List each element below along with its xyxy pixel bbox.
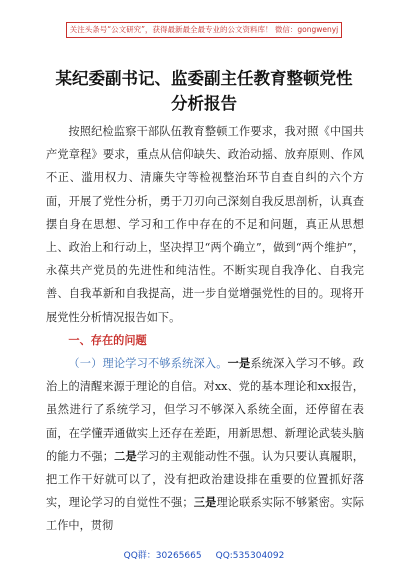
point-text-1: 系统深入学习不够。政治上的清醒来源于理论的自信。对xx、党的基本理论和xx报告，虽然进行了系统学习，但学习不够深入系统全面，还停留在表面，在学懂弄通做实上还存在差距，用新思想、新理论武装头脑的能力不强； (46, 357, 364, 463)
point-label-3: 三是 (193, 495, 217, 510)
footer-qq-group: QQ群：30265665 (123, 551, 202, 561)
title-line-2: 分析报告 (171, 94, 237, 113)
subsection-heading: （一）理论学习不够系统深入。 (68, 357, 228, 371)
promo-banner: 关注头条号“公文研究”，获得最新最全最专业的公文资料库！ 微信：gongwenyj (66, 22, 342, 38)
point-label-2: 二是 (114, 448, 137, 463)
subsection-paragraph (46, 352, 364, 538)
document-title (40, 66, 368, 116)
document-body (46, 120, 364, 538)
footer-qq: QQ:535304092 (215, 551, 285, 561)
title-line-1: 某纪委副书记、监委副主任教育整顿党性 (55, 69, 353, 88)
section-heading: 一、存在的问题 (68, 332, 147, 347)
intro-paragraph: 按照纪检监察干部队伍教育整顿工作要求，我对照《中国共产党章程》要求，重点从信仰缺失、政治动摇、放弃原则、作风不正、滥用权力、清廉失守等检视整治环节自查自纠的六个方面，开展了党性分析，勇于刀刃向己深刻自我反思剖析，认真查摆自身在思想、学习和工作中存在的不足和问题，真正从思想上、政治上和行动上，坚决捍卫“两个确立”，做到“两个维护”，永葆共产党员的先进性和纯洁性。不断实现自我净化、自我完善、自我革新和自我提高，进一步自觉增强党性的目的。现将开展党性分析情况报告如下。 (46, 125, 364, 324)
footer-contact (0, 548, 408, 561)
point-text-3: 理论联系实际不够紧密。实际工作中，贯彻 (46, 496, 364, 533)
point-label-1: 一是 (227, 356, 251, 371)
point-text-2: 学习的主观能动性不强。认为只要认真履职，把工作干好就可以了，没有把政治建设排在重要的位置抓好落实，理论学习的自觉性不强； (46, 449, 364, 510)
